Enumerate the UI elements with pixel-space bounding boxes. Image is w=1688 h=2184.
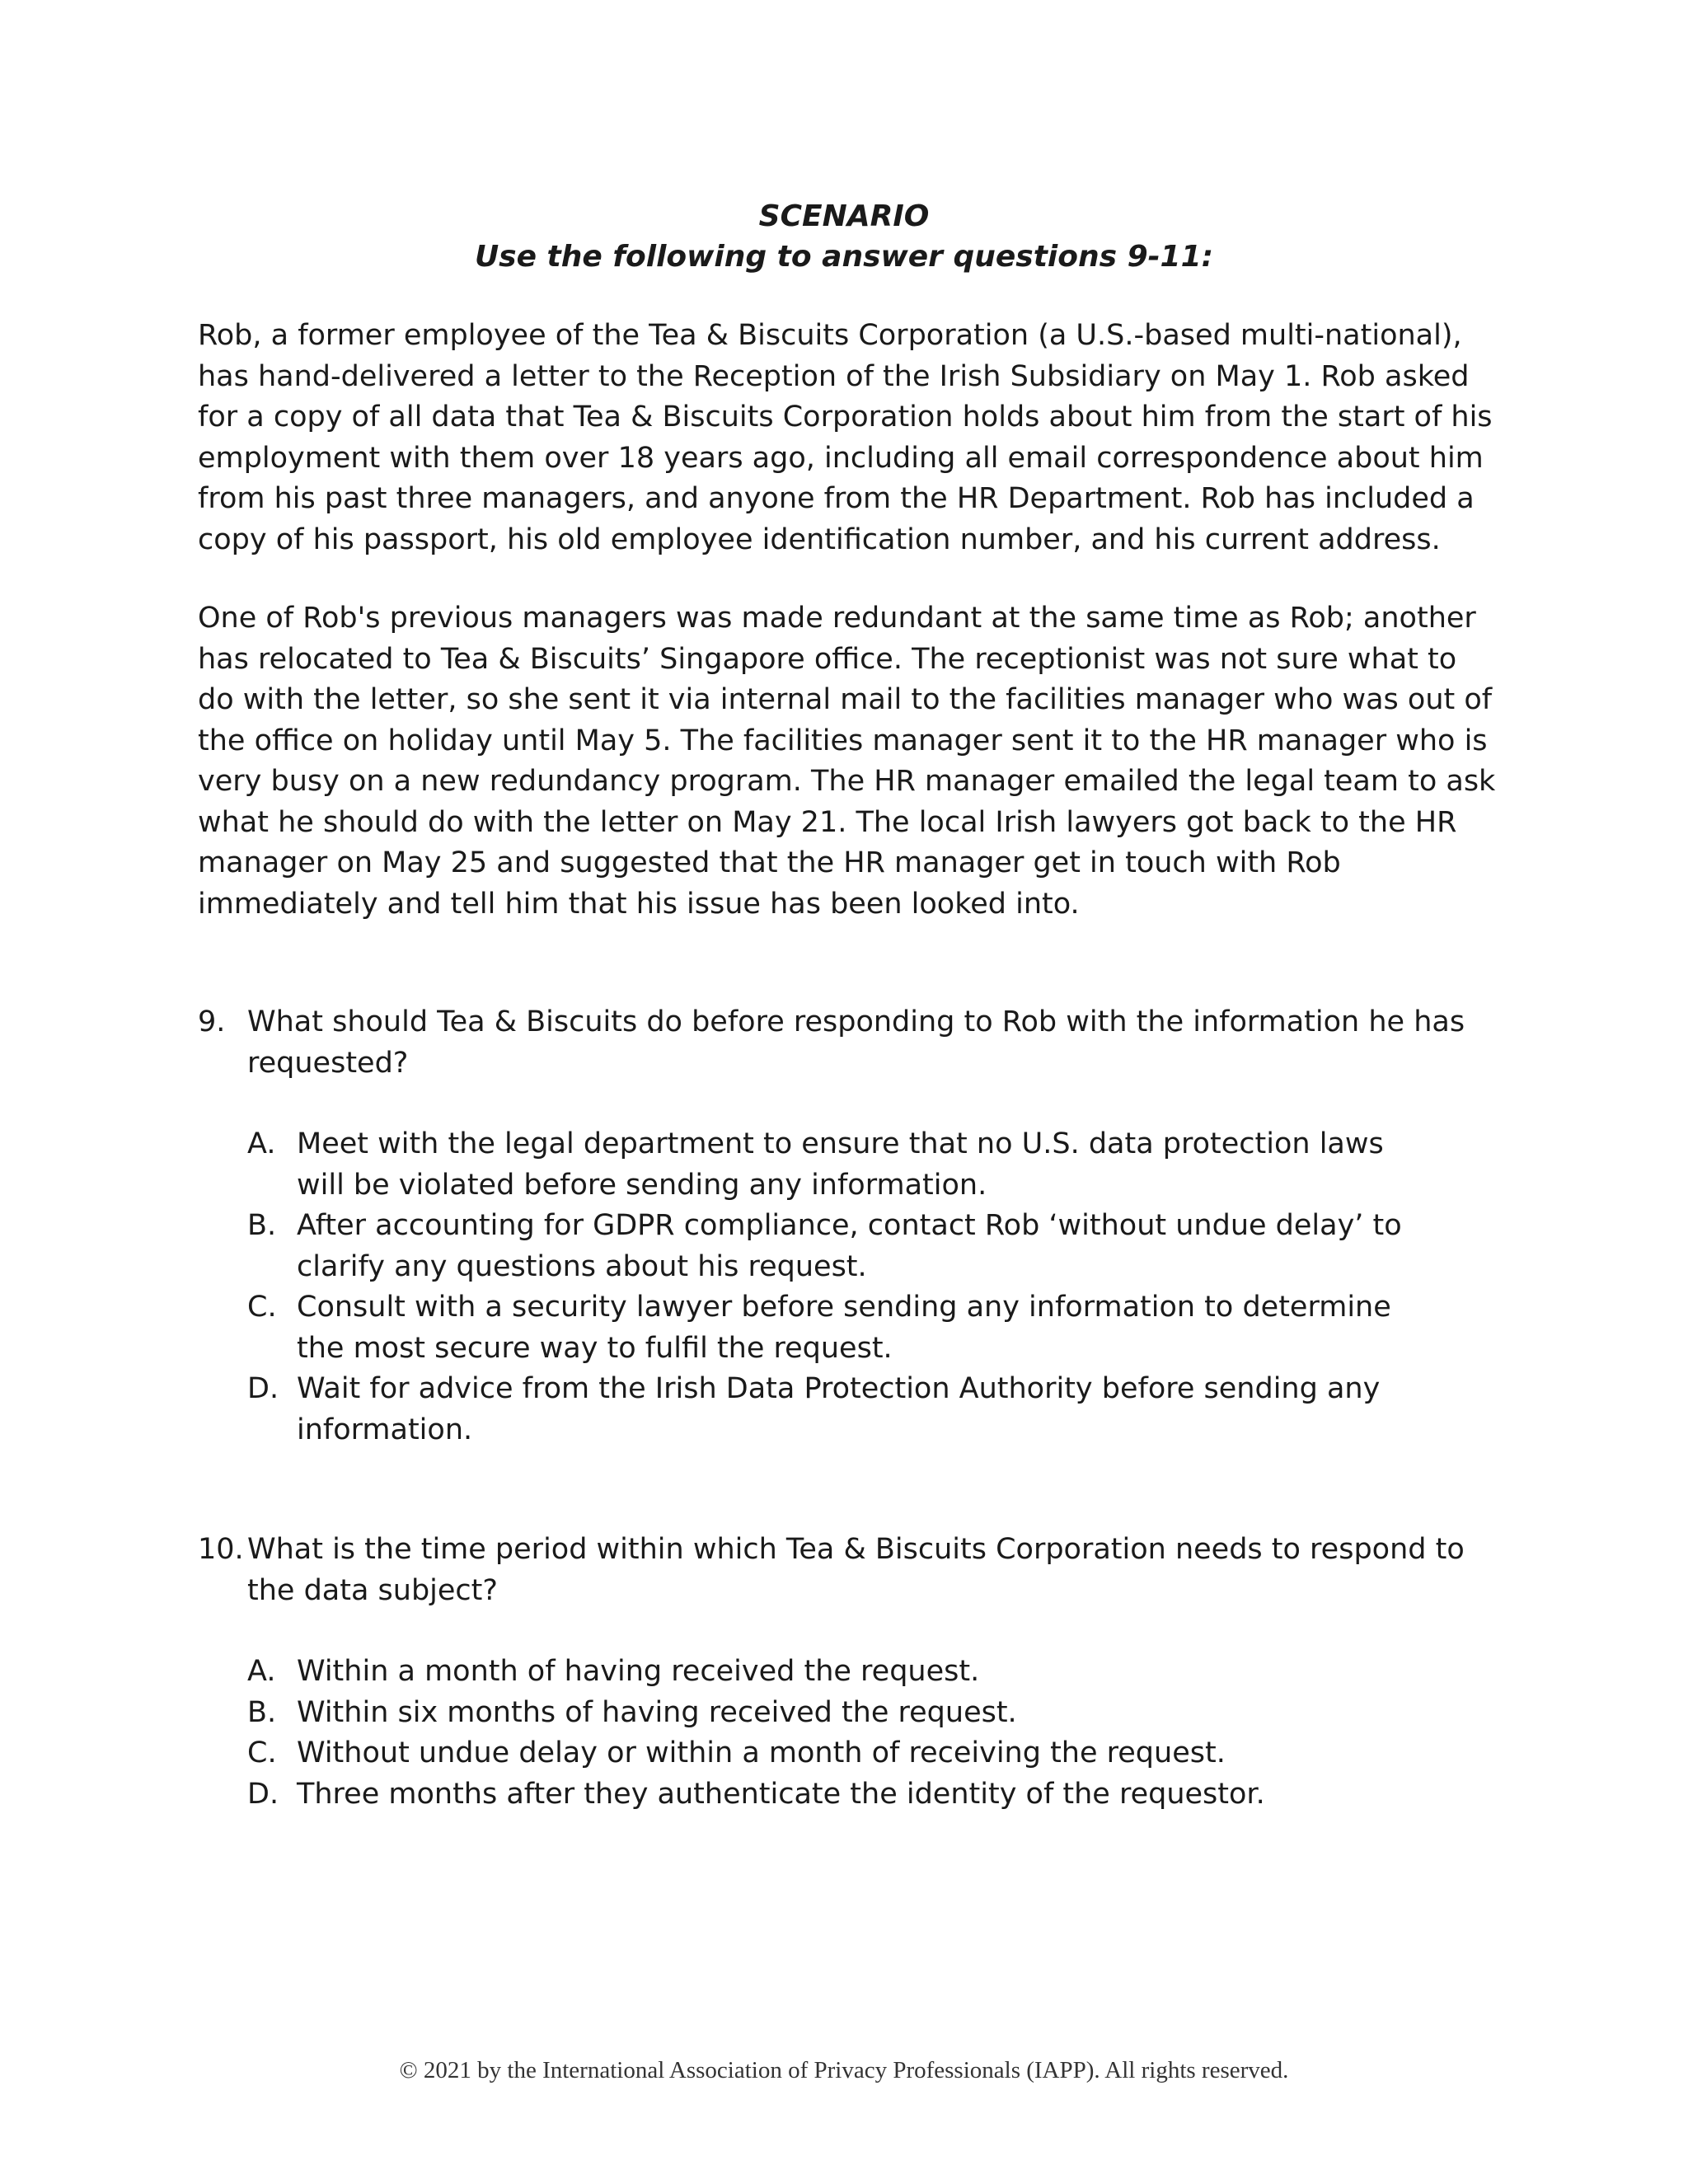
answer-option-d <box>247 1774 1517 1816</box>
question-stem <box>198 1002 1517 1084</box>
option-text: Three months after they authenticate the identity of the requestor. <box>297 1777 1265 1811</box>
question-9 <box>198 1002 1517 1479</box>
option-label: B. <box>247 1209 277 1242</box>
option-text: Wait for advice from the Irish Data Protection Authority before sending any information. <box>297 1372 1381 1446</box>
question-number: 9. <box>198 1005 226 1038</box>
answer-option-b <box>247 1206 1517 1287</box>
option-label: D. <box>247 1372 279 1405</box>
answer-option-a <box>247 1124 1517 1206</box>
option-label: C. <box>247 1736 277 1769</box>
option-label: A. <box>247 1655 276 1688</box>
question-text: What should Tea & Biscuits do before responding to Rob with the information he has requested? <box>247 1005 1465 1080</box>
answer-option-c <box>247 1733 1517 1774</box>
option-text: After accounting for GDPR compliance, contact Rob ‘without undue delay’ to clarify any questions about his request. <box>297 1209 1402 1283</box>
option-label: C. <box>247 1291 277 1324</box>
option-text: Within six months of having received the request. <box>297 1695 1017 1729</box>
scenario-paragraph-1: Rob, a former employee of the Tea & Biscuits Corporation (a U.S.-based multi-national), has hand-delivered a letter to the Reception of the Irish Subsidiary on May 1. Rob asked for a copy of all data that Tea & Biscuits Corporation holds about him from the start of his employment with them over 18 years ago, including all email correspondence about him from his past three managers, and anyone from the HR Department. Rob has included a copy of his passport, his old employee identification number, and his current address. <box>198 319 1493 556</box>
option-text: Without undue delay or within a month of receiving the request. <box>297 1736 1226 1769</box>
option-label: D. <box>247 1777 279 1811</box>
option-text: Consult with a security lawyer before sending any information to determine the most secure way to fulfil the request. <box>297 1291 1391 1365</box>
answer-option-c <box>247 1287 1517 1369</box>
scenario-paragraph-2: One of Rob's previous managers was made redundant at the same time as Rob; another has relocated to Tea & Biscuits’ Singapore office. The receptionist was not sure what to do with the letter, so she sent it via internal mail to the facilities manager who was out of the office on holiday until May 5. The facilities manager sent it to the HR manager who is very busy on a new redundancy program. The HR manager emailed the legal team to ask what he should do with the letter on May 21. The local Irish lawyers got back to the HR manager on May 25 and suggested that the HR manager get in touch with Rob immediately and tell him that his issue has been looked into. <box>198 602 1496 921</box>
option-label: A. <box>247 1127 276 1160</box>
question-number: 10. <box>198 1533 244 1566</box>
answer-option-d <box>247 1369 1517 1451</box>
option-label: B. <box>247 1695 277 1729</box>
answer-option-b <box>247 1693 1517 1734</box>
answer-option-a <box>247 1652 1517 1693</box>
answer-options <box>247 1652 1517 1815</box>
answer-options <box>247 1124 1517 1451</box>
option-text: Meet with the legal department to ensure that no U.S. data protection laws will be violated before sending any information. <box>297 1127 1384 1202</box>
question-10 <box>198 1530 1517 1844</box>
scenario-title: SCENARIO <box>758 199 930 233</box>
scenario-subtitle: Use the following to answer questions 9-11: <box>474 240 1214 274</box>
option-text: Within a month of having received the request. <box>297 1655 980 1688</box>
copyright-footer: © 2021 by the International Association of Privacy Professionals (IAPP). All rights reserved. <box>399 2057 1289 2083</box>
question-text: What is the time period within which Tea & Biscuits Corporation needs to respond to the data subject? <box>247 1533 1465 1607</box>
question-stem <box>198 1530 1517 1611</box>
